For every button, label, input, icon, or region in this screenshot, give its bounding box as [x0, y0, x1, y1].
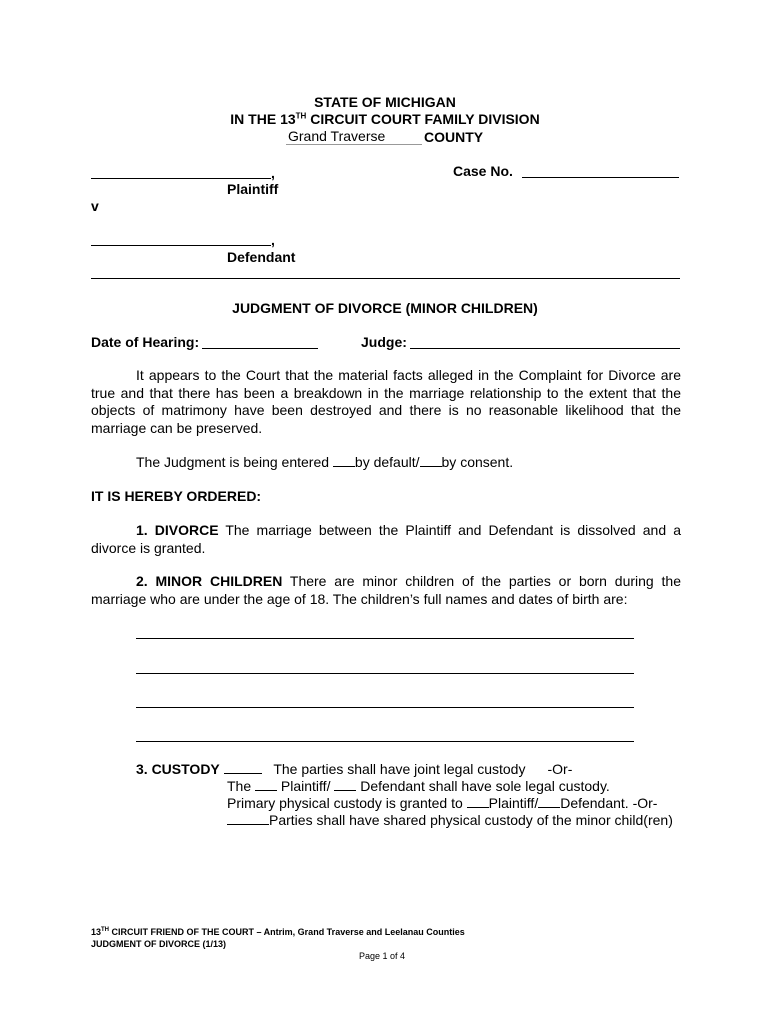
custody-shared: Parties shall have shared physical custody of the minor child(ren): [269, 812, 673, 828]
plaintiff-name-line[interactable]: [91, 178, 271, 179]
case-no-label: Case No.: [453, 163, 513, 179]
custody-or-2: -Or-: [628, 795, 658, 811]
judge-line[interactable]: [410, 348, 680, 349]
court-sup: TH: [295, 111, 307, 121]
custody-row-1: [136, 761, 572, 777]
judgment-default: by default/: [354, 454, 420, 470]
intro-paragraph: It appears to the Court that the material facts alleged in the Complaint for Divorce are true and that there has been a breakdown in the marriage relationship to the extent that the objects of matrimony have been destroyed and there is no reasonable likelihood that the marriage can be preserved.: [91, 367, 681, 436]
divorce-heading: 1. DIVORCE: [136, 522, 219, 538]
footer-number: 13: [91, 927, 102, 937]
custody-row-4: [227, 812, 680, 830]
county-field[interactable]: [286, 128, 422, 145]
custody-sole-the: The: [227, 778, 256, 794]
custody-joint-text: The parties shall have joint legal custody: [273, 761, 526, 777]
county-value: Grand Traverse: [288, 128, 386, 144]
case-no-line[interactable]: [522, 177, 679, 178]
versus-label: v: [91, 198, 99, 214]
custody-sole-defendant: Defendant shall have sole legal custody.: [356, 778, 610, 794]
court-heading: [0, 111, 770, 127]
minor-children-paragraph: [91, 573, 681, 608]
judgment-prefix: The Judgment is being entered: [136, 454, 333, 470]
ordered-heading: IT IS HEREBY ORDERED:: [91, 488, 262, 504]
court-prefix: IN THE 13: [230, 111, 296, 127]
page-number: Page 1 of 4: [359, 951, 406, 961]
custody-heading: 3. CUSTODY: [136, 761, 220, 777]
plaintiff-label: Plaintiff: [227, 181, 279, 197]
custody-sole-plaintiff: Plaintiff/: [277, 778, 335, 794]
custody-primary-plaintiff: Plaintiff/: [488, 795, 539, 811]
defendant-label: Defendant: [227, 249, 296, 265]
consent-checkbox-line[interactable]: [420, 466, 442, 467]
minor-children-heading: 2. MINOR CHILDREN: [136, 573, 283, 589]
child-entry-line-2[interactable]: [136, 673, 634, 674]
court-suffix: CIRCUIT COURT FAMILY DIVISION: [306, 111, 540, 127]
custody-primary-prefix: Primary physical custody is granted to: [227, 795, 467, 811]
separator-line: [91, 278, 680, 279]
footer-line-1: [91, 927, 465, 937]
footer-text: CIRCUIT FRIEND OF THE COURT – Antrim, Grand Traverse and Leelanau Counties: [109, 927, 465, 937]
default-checkbox-line[interactable]: [333, 466, 355, 467]
document-title: JUDGMENT OF DIVORCE (MINOR CHILDREN): [232, 300, 538, 316]
hearing-date-line[interactable]: [202, 348, 318, 349]
child-entry-line-1[interactable]: [136, 638, 634, 639]
judge-label: Judge:: [361, 334, 407, 350]
primary-defendant-line[interactable]: [538, 807, 560, 808]
shared-custody-line[interactable]: [227, 824, 269, 825]
custody-row-2: [227, 778, 610, 794]
divorce-text: The marriage between the Plaintiff and Defendant is dissolved and a divorce is granted.: [91, 522, 681, 556]
county-label: COUNTY: [424, 129, 484, 145]
judgment-consent: by consent.: [441, 454, 514, 470]
judgment-entered-line: [136, 454, 513, 470]
sole-defendant-line[interactable]: [334, 790, 356, 791]
defendant-name-line[interactable]: [91, 245, 271, 246]
divorce-paragraph: [91, 522, 681, 557]
footer-line-2: JUDGMENT OF DIVORCE (1/13): [91, 939, 227, 949]
plaintiff-comma: ,: [271, 165, 275, 181]
state-heading: STATE OF MICHIGAN: [314, 94, 456, 110]
defendant-comma: ,: [271, 232, 275, 248]
child-entry-line-3[interactable]: [136, 707, 634, 708]
child-entry-line-4[interactable]: [136, 741, 634, 742]
sole-plaintiff-line[interactable]: [255, 790, 277, 791]
joint-custody-line[interactable]: [224, 773, 262, 774]
primary-plaintiff-line[interactable]: [467, 807, 489, 808]
hearing-date-label: Date of Hearing:: [91, 334, 200, 350]
custody-or-1: -Or-: [547, 761, 573, 777]
footer-sup: TH: [101, 927, 110, 933]
custody-row-3: [227, 795, 657, 811]
custody-primary-defendant: Defendant.: [560, 795, 629, 811]
minor-children-text: There are minor children of the parties or born during the marriage who are under the age of 18. The children’s full names and dates of birth are:: [91, 573, 681, 607]
